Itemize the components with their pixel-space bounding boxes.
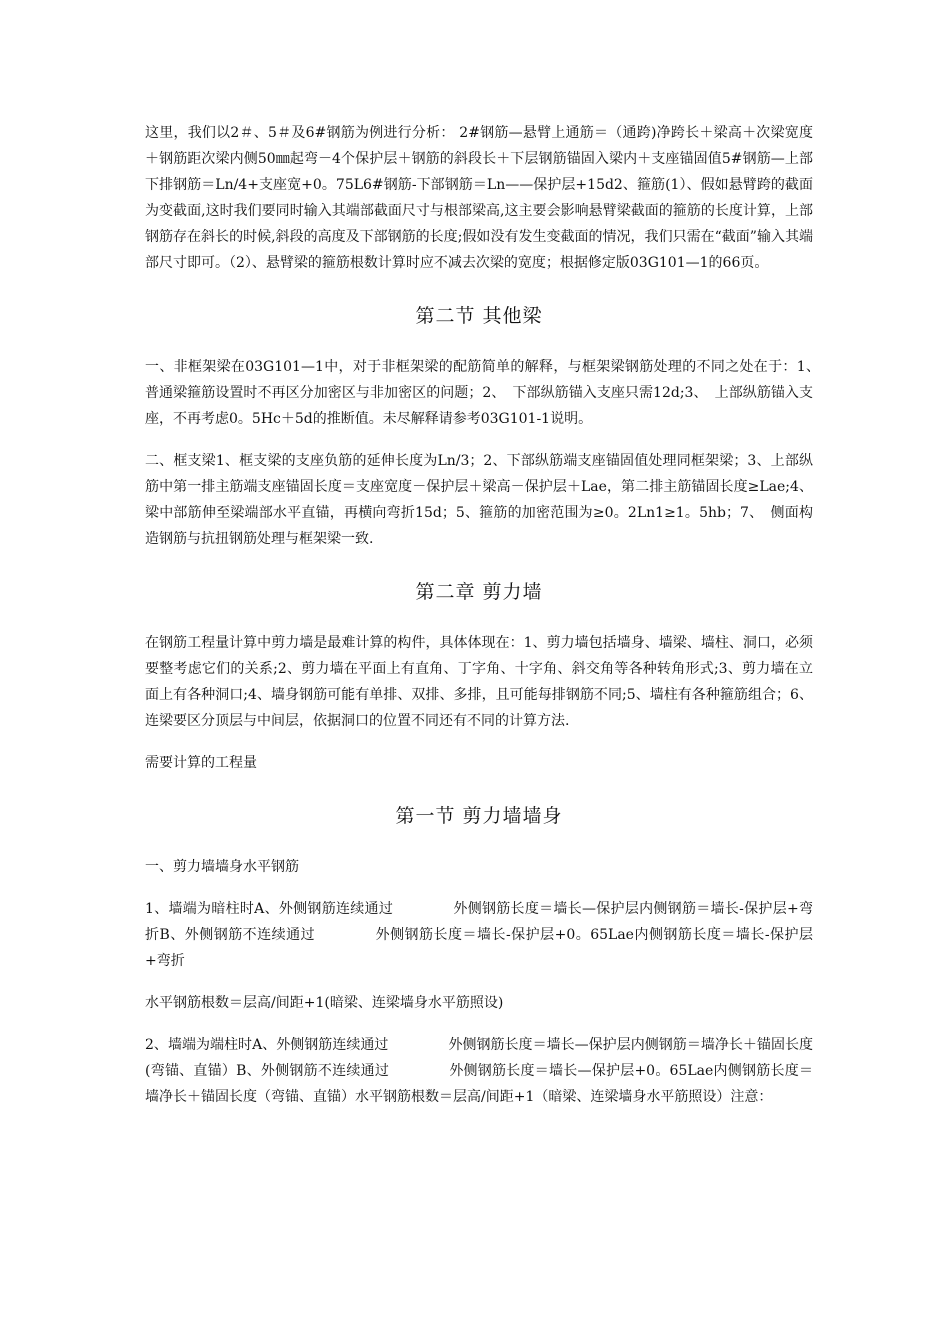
heading-section-1-wall-body: 第一节 剪力墙墙身 — [395, 805, 563, 827]
text-segment: 外侧钢筋长度＝墙长—保护层+0。65Lae内侧钢筋长度＝墙净长＋锚固长度（弯锚、直锚）水平钢筋根数＝层高/间距+1（暗梁、连梁墙身水平筋照设）注意： — [145, 1063, 813, 1105]
text-segment: 1、墙端为暗柱时A、外侧钢筋连续通过 — [145, 901, 394, 917]
paragraph-cantilever-analysis: 这里，我们以2＃、5＃及6#钢筋为例进行分析： 2#钢筋—悬臂上通筋＝（通跨)净跨长＋梁高＋次梁宽度＋钢筋距次梁内侧50㎜起弯－4个保护层＋钢筋的斜段长＋下层钢筋锚固入梁内＋支座锚固值5#钢筋—上部下排钢筋＝Ln/4+支座宽+0。75L6#钢筋-下部钢筋＝Ln——保护层+15d2、箍筋(1）、假如悬臂跨的截面为变截面,这时我们要同时输入其端部截面尺寸与根部梁高,这主要会影响悬臂梁截面的箍筋的长度计算，上部钢筋存在斜长的时候,斜段的高度及下部钢筋的长度;假如没有发生变截面的情况，我们只需在“截面”输入其端部尺寸即可。（2）、悬臂梁的箍筋根数计算时应不减去次梁的宽度；根据修定版03G101—1的66页。 — [145, 125, 813, 271]
paragraph-transfer-beam: 二、框支梁1、框支梁的支座负筋的延伸长度为Ln/3；2、下部纵筋端支座锚固值处理同框架梁；3、上部纵筋中第一排主筋端支座锚固长度＝支座宽度－保护层＋梁高－保护层＋Lae，第二排主筋锚固长度≥Lae;4、梁中部筋伸至梁端部水平直锚，再横向弯折15d；5、箍筋的加密范围为≥0。2Ln1≥1。5hb；7、 侧面构造钢筋与抗扭钢筋处理与框架梁一致. — [145, 453, 813, 547]
paragraph-end-column-end — [145, 1032, 813, 1110]
paragraph-quantities-label: 需要计算的工程量 — [145, 755, 257, 771]
paragraph-horizontal-rebar-title: 一、剪力墙墙身水平钢筋 — [145, 859, 299, 875]
paragraph-hidden-column-end — [145, 896, 813, 974]
text-segment: 2、墙端为端柱时A、外侧钢筋连续通过 — [145, 1037, 389, 1053]
document-body — [145, 120, 827, 1110]
text-segment: 外侧钢筋长度＝墙长-保护层+0。65Lae内侧钢筋长度＝墙长-保护层+弯折 — [145, 927, 813, 969]
heading-chapter-2-shear-wall: 第二章 剪力墙 — [415, 581, 543, 603]
text-segment: 外侧钢筋长度＝墙长—保护层内侧钢筋＝墙净长＋锚固长度(弯锚、直锚）B、外侧钢筋不连续通过 — [145, 1037, 813, 1079]
paragraph-horizontal-rebar-count: 水平钢筋根数＝层高/间距+1(暗梁、连梁墙身水平筋照设) — [145, 995, 504, 1011]
paragraph-non-frame-beam: 一、非框架梁在03G101—1中，对于非框架梁的配筋简单的解释，与框架梁钢筋处理的不同之处在于：1、 普通梁箍筋设置时不再区分加密区与非加密区的问题；2、 下部纵筋锚入支座只需12d;3、 上部纵筋锚入支座，不再考虑0。5Hc＋5d的推断值。未尽解释请参考03G101-1说明。 — [145, 359, 827, 427]
heading-section-2-other-beams: 第二节 其他梁 — [415, 305, 543, 327]
text-segment: 外侧钢筋长度＝墙长—保护层内侧钢筋＝墙长-保护层+弯折B、外侧钢筋不连续通过 — [145, 901, 813, 943]
paragraph-shear-wall-intro: 在钢筋工程量计算中剪力墙是最难计算的构件，具体体现在：1、剪力墙包括墙身、墙梁、墙柱、洞口，必须要整考虑它们的关系;2、剪力墙在平面上有直角、丁字角、十字角、斜交角等各种转角形式;3、剪力墙在立面上有各种洞口;4、墙身钢筋可能有单排、双排、多排，且可能每排钢筋不同;5、墙柱有各种箍筋组合；6、连梁要区分顶层与中间层，依据洞口的位置不同还有不同的计算方法. — [145, 635, 813, 729]
